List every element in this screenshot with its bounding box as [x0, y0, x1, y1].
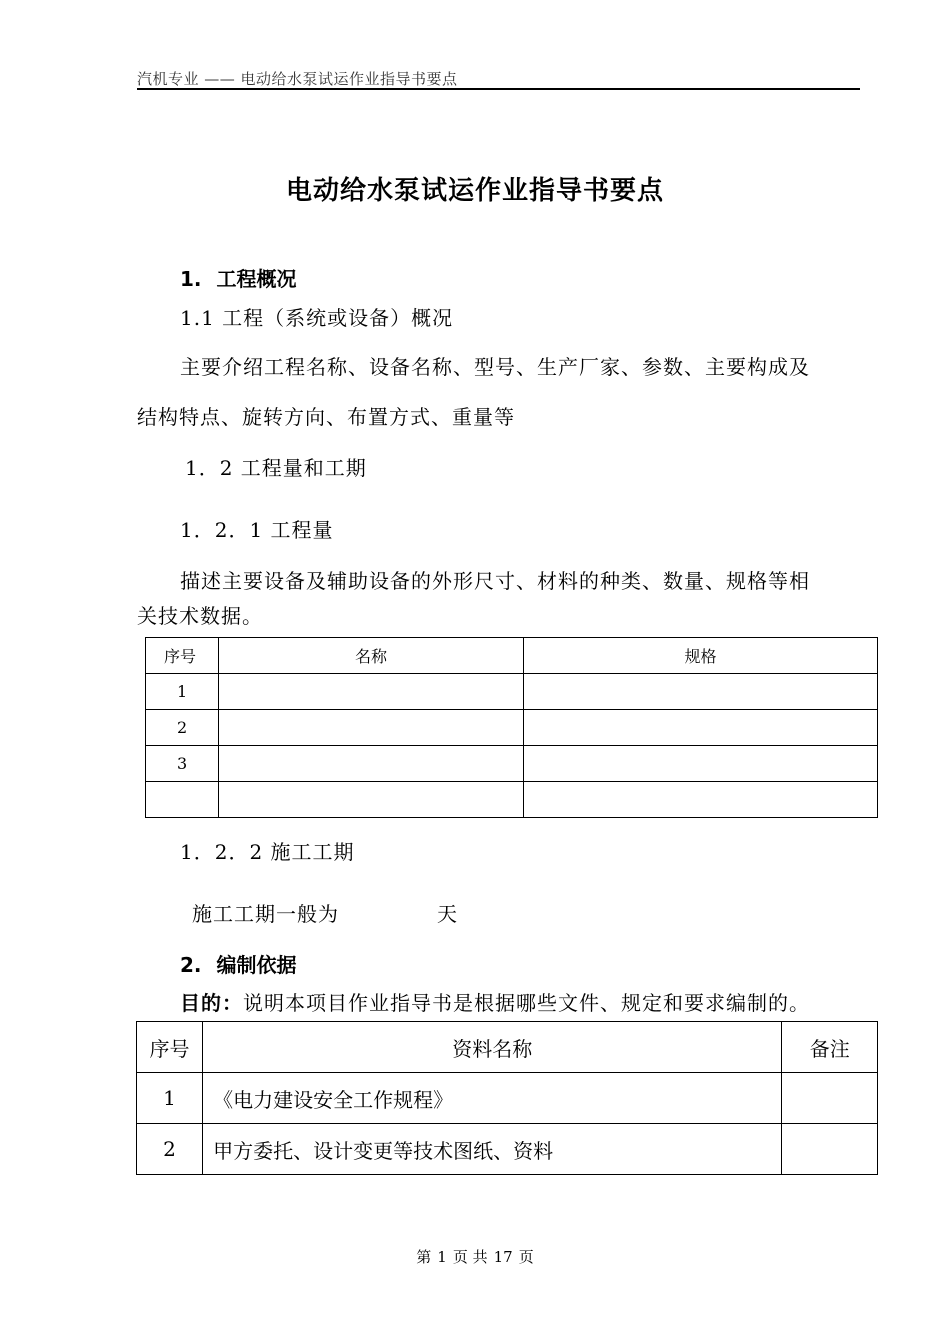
table-header-cell: 规格: [524, 638, 878, 674]
table-cell: 1: [137, 1073, 203, 1124]
purpose-line: [180, 987, 810, 1016]
section-1-heading: [180, 263, 296, 292]
table-header-row: [137, 1022, 878, 1073]
table-cell: [524, 782, 878, 818]
footer-suffix: 页: [518, 1248, 534, 1266]
page-footer: [0, 1246, 950, 1267]
subsection-1-2-2: 1．2．2 施工工期: [180, 840, 355, 864]
table-cell: [524, 674, 878, 710]
header-divider: [137, 88, 860, 90]
table-row: [146, 710, 878, 746]
table-row: [137, 1073, 878, 1124]
table-cell: 《电力建设安全工作规程》: [203, 1073, 782, 1124]
purpose-label: 目的：: [180, 991, 243, 1015]
table-row: [146, 782, 878, 818]
footer-mid: 页 共: [452, 1248, 488, 1266]
basis-table: [136, 1021, 878, 1175]
table-cell: [218, 782, 523, 818]
table-header-cell: 备注: [782, 1022, 878, 1073]
subsection-1-1-text-line2: 结构特点、旋转方向、布置方式、重量等: [137, 405, 515, 429]
document-title: 电动给水泵试运作业指导书要点: [285, 176, 664, 206]
table-cell: [782, 1124, 878, 1175]
subsection-1-2-1: 1．2．1 工程量: [180, 518, 334, 542]
table-cell: [146, 782, 219, 818]
section-1-title: 工程概况: [216, 267, 297, 291]
table-header-cell: 资料名称: [203, 1022, 782, 1073]
subsection-1-2-1-text-line2: 关技术数据。: [137, 604, 263, 628]
table-cell: 2: [137, 1124, 203, 1175]
subsection-1-2: 1．2 工程量和工期: [185, 456, 367, 480]
footer-page-number: 1: [437, 1248, 447, 1266]
subsection-1-2-1-text-line1: 描述主要设备及辅助设备的外形尺寸、材料的种类、数量、规格等相: [180, 569, 810, 593]
purpose-text: 说明本项目作业指导书是根据哪些文件、规定和要求编制的。: [243, 991, 810, 1015]
construction-period-unit: 天: [437, 902, 458, 926]
table-header-cell: 序号: [137, 1022, 203, 1073]
table-header-cell: 序号: [146, 638, 219, 674]
quantity-table: [145, 637, 878, 818]
footer-total-pages: 17: [493, 1248, 513, 1266]
table-cell: [218, 746, 523, 782]
table-cell: 2: [146, 710, 219, 746]
table-cell: [218, 674, 523, 710]
section-2-heading: [180, 949, 296, 978]
table-header-row: [146, 638, 878, 674]
table-row: [146, 746, 878, 782]
table-cell: 甲方委托、设计变更等技术图纸、资料: [203, 1124, 782, 1175]
table-cell: 1: [146, 674, 219, 710]
section-2-title: 编制依据: [216, 953, 297, 977]
table-row: [146, 674, 878, 710]
table-cell: [524, 710, 878, 746]
subsection-1-1: 1.1 工程（系统或设备）概况: [180, 306, 454, 330]
table-cell: 3: [146, 746, 219, 782]
table-row: [137, 1124, 878, 1175]
construction-period-text: 施工工期一般为: [192, 902, 339, 926]
table-header-cell: 名称: [218, 638, 523, 674]
page-header: 汽机专业 —— 电动给水泵试运作业指导书要点: [137, 70, 458, 88]
section-1-number: 1.: [180, 267, 202, 291]
table-cell: [782, 1073, 878, 1124]
table-cell: [218, 710, 523, 746]
section-2-number: 2.: [180, 953, 202, 977]
footer-prefix: 第: [416, 1248, 432, 1266]
subsection-1-1-text-line1: 主要介绍工程名称、设备名称、型号、生产厂家、参数、主要构成及: [180, 355, 810, 379]
table-cell: [524, 746, 878, 782]
